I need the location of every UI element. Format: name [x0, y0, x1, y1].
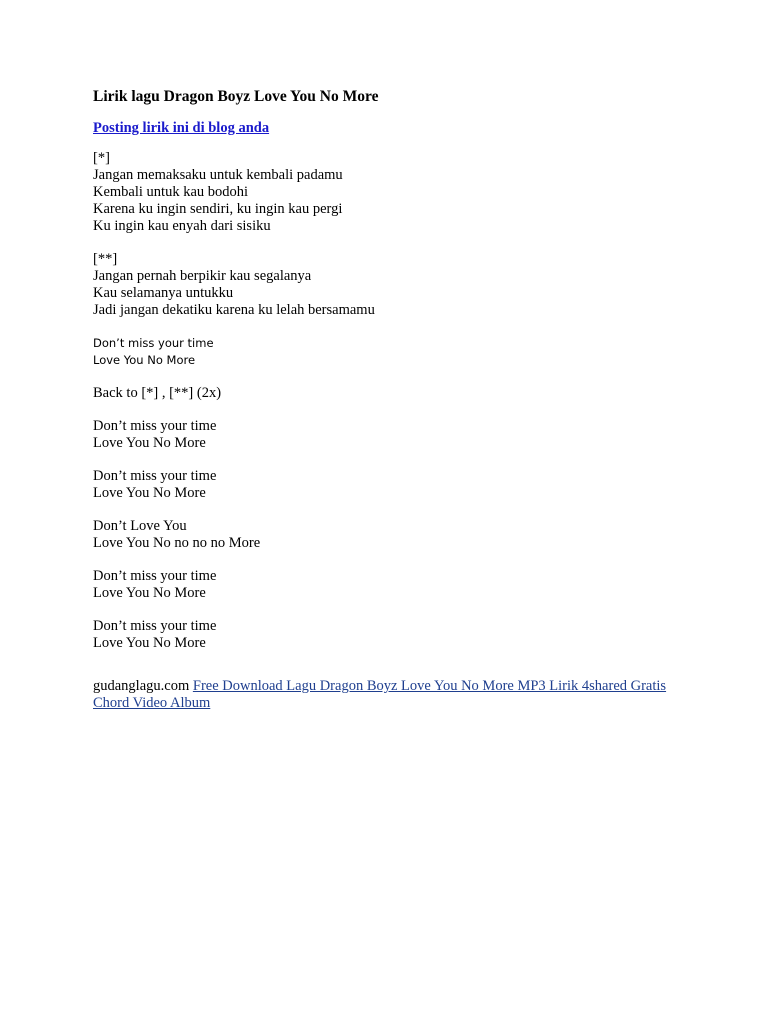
lyric-line: Jadi jangan dekatiku karena ku lelah bersamamu [93, 302, 375, 318]
stanza-7 [93, 518, 693, 552]
page-title: Lirik lagu Dragon Boyz Love You No More [93, 88, 379, 105]
lyric-line: Love You No More [93, 353, 196, 367]
lyric-line: Ku ingin kau enyah dari sisiku [93, 218, 271, 234]
lyric-line: Kembali untuk kau bodohi [93, 184, 249, 200]
lyric-line: [**] [93, 251, 118, 267]
lyric-line: Love You No no no no More [93, 535, 261, 551]
post-to-blog-link[interactable]: Posting lirik ini di blog anda [93, 120, 270, 136]
lyric-line: Don’t miss your time [93, 568, 217, 584]
lyric-line: Love You No More [93, 635, 206, 651]
stanza-9 [93, 618, 693, 652]
stanza-8 [93, 568, 693, 602]
lyric-line: Don’t miss your time [93, 336, 214, 350]
lyric-line: [*] [93, 150, 110, 166]
source-site-text: gudanglagu.com [93, 678, 193, 694]
lyric-line: Love You No More [93, 435, 206, 451]
lyric-line: Love You No More [93, 485, 206, 501]
stanza-6 [93, 468, 693, 502]
stanza-4 [93, 385, 693, 402]
lyric-line: Jangan pernah berpikir kau segalanya [93, 268, 312, 284]
lyric-line: Kau selamanya untukku [93, 285, 234, 301]
download-link[interactable]: Free Download Lagu Dragon Boyz Love You No More MP3 Lirik 4shared Gratis Chord Video Album [93, 678, 667, 711]
lyric-line: Don’t miss your time [93, 418, 217, 434]
stanza-5 [93, 418, 693, 452]
lyric-line: Don’t Love You [93, 518, 187, 534]
stanza-1 [93, 150, 693, 235]
stanza-2 [93, 251, 693, 319]
footer-source [93, 678, 693, 712]
lyrics-stanzas [93, 150, 693, 652]
lyric-line: Love You No More [93, 585, 206, 601]
lyric-line: Jangan memaksaku untuk kembali padamu [93, 167, 343, 183]
stanza-3 [93, 335, 693, 369]
lyric-line: Don’t miss your time [93, 468, 217, 484]
lyric-line: Karena ku ingin sendiri, ku ingin kau pergi [93, 201, 343, 217]
lyrics-content [93, 88, 693, 712]
lyric-line: Back to [*] , [**] (2x) [93, 385, 222, 401]
lyric-line: Don’t miss your time [93, 618, 217, 634]
